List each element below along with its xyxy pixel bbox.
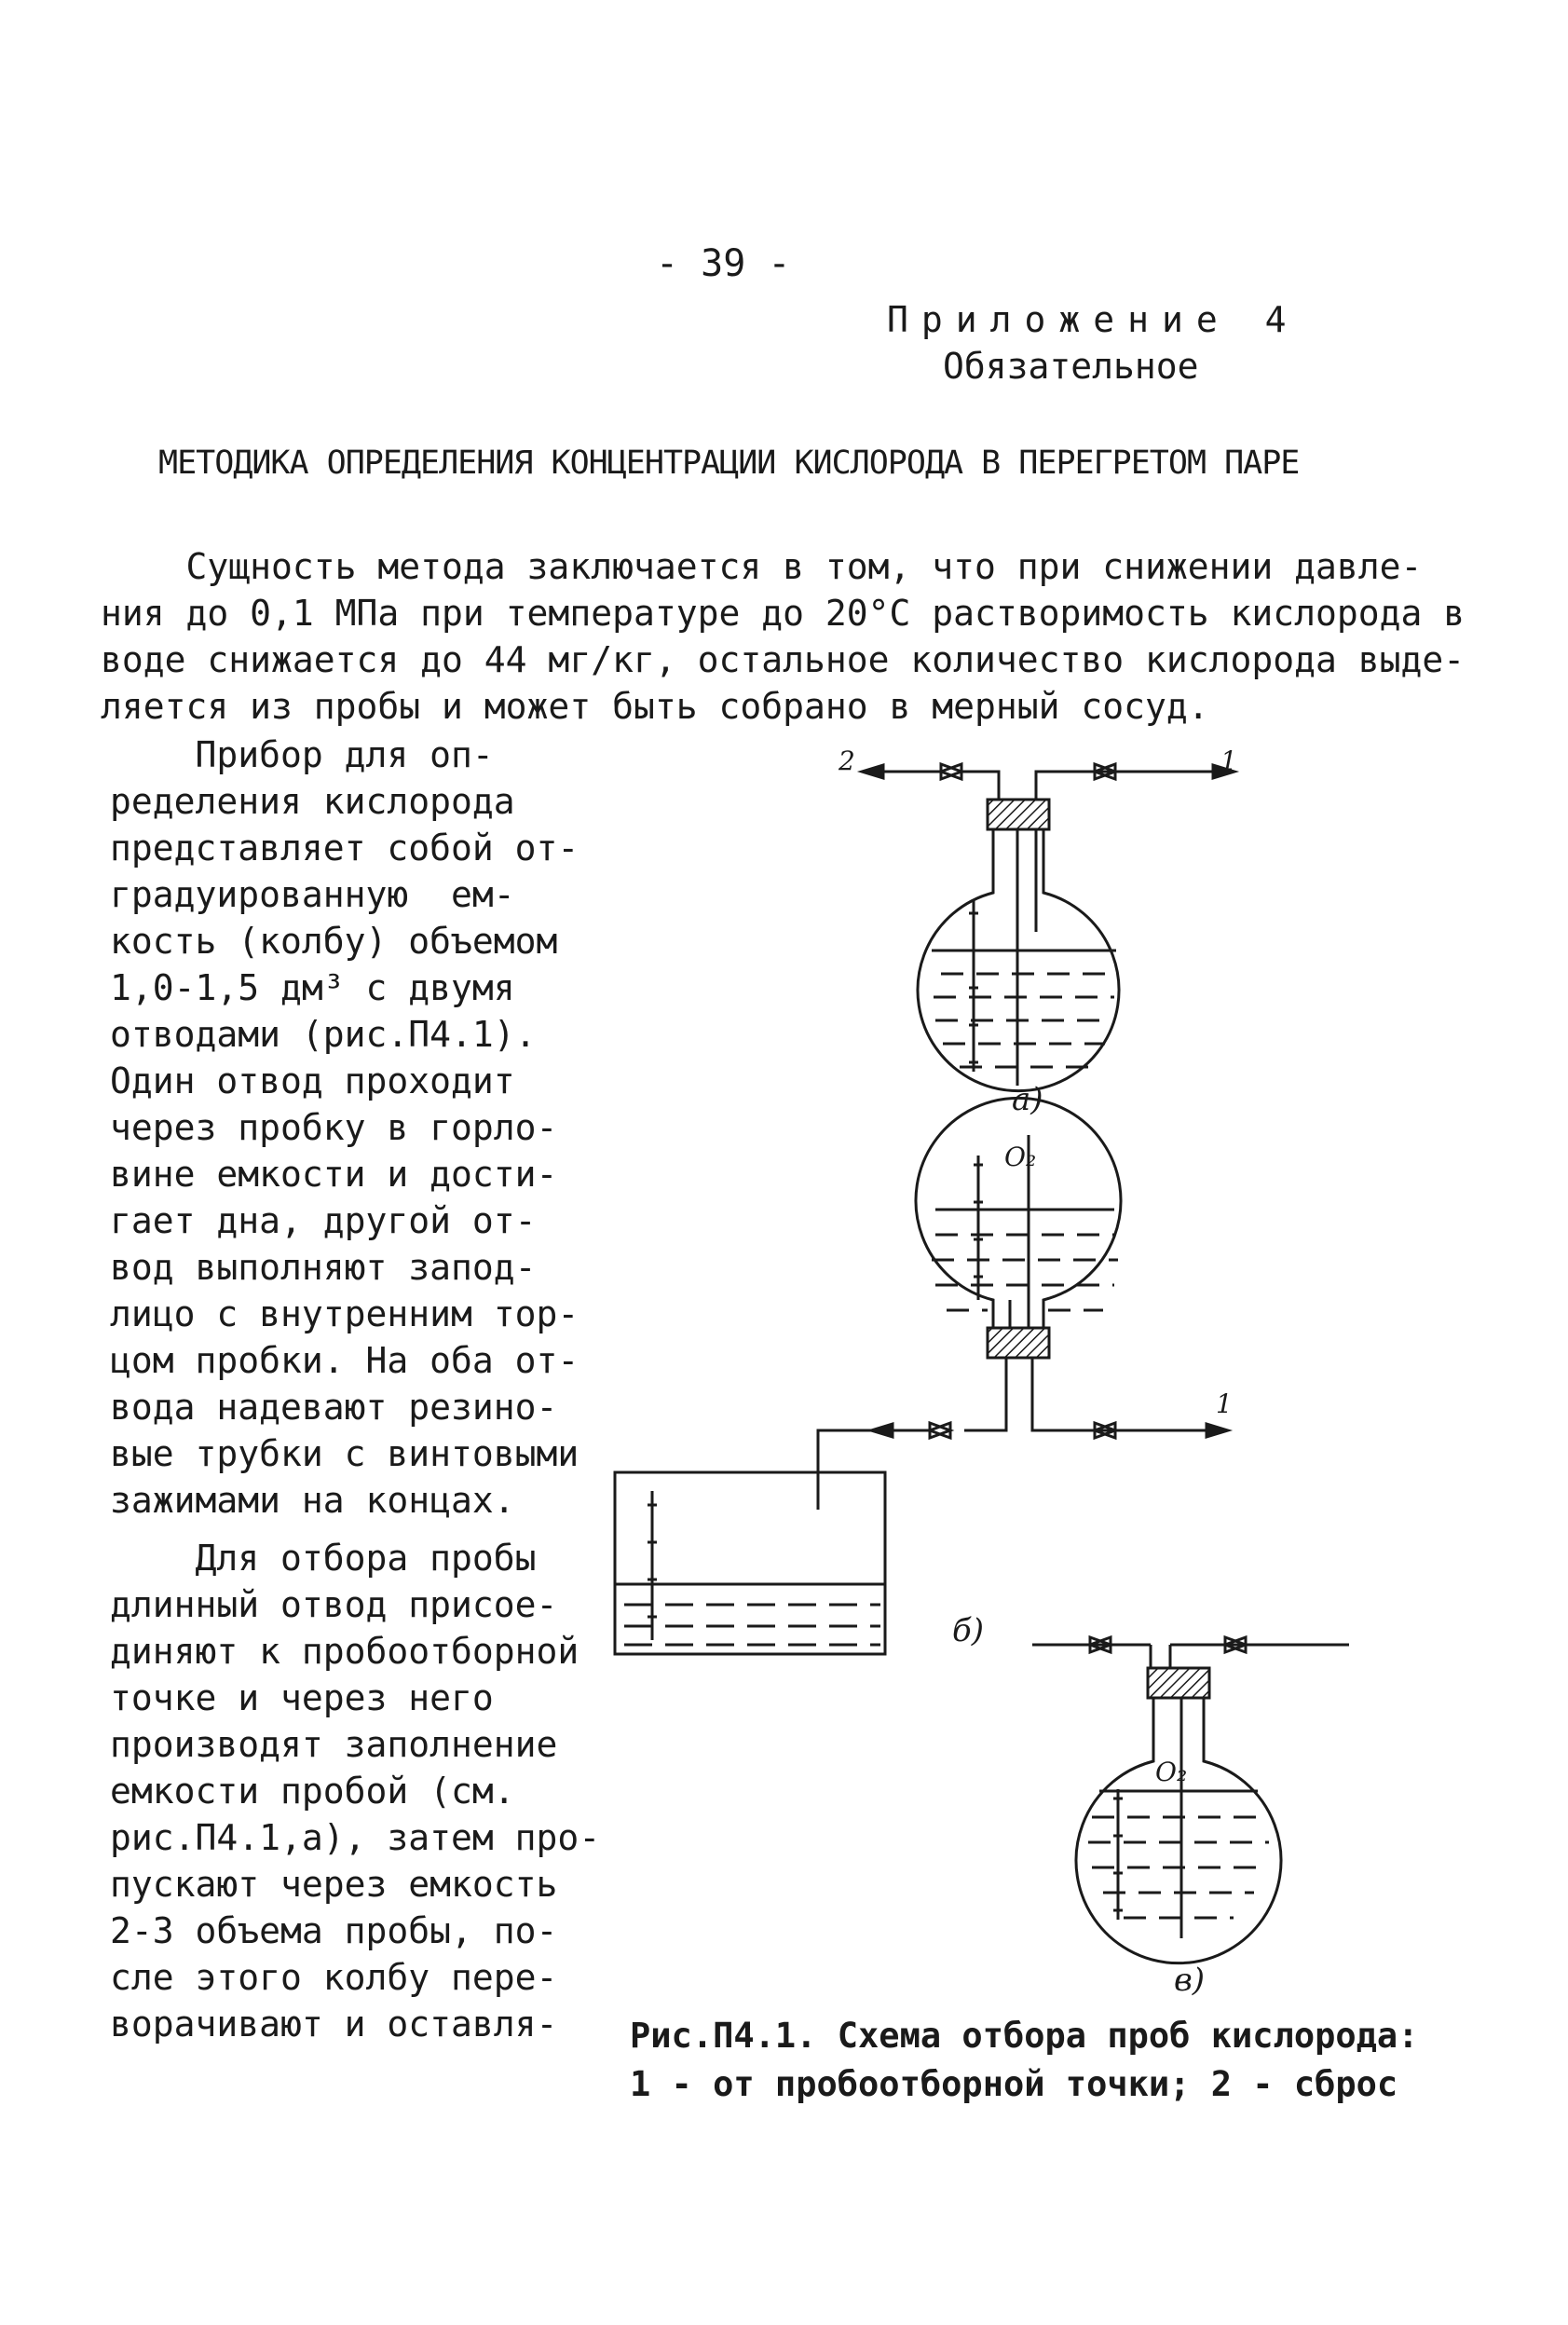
arrow-label-1: 1 — [1216, 1388, 1233, 1419]
page-number: - 39 - — [656, 242, 791, 285]
arrow-icon — [1207, 1424, 1228, 1437]
body-line: сле этого колбу пере- — [110, 1957, 558, 1998]
body-line: диняют к пробоотборной — [110, 1631, 579, 1672]
body-line: отводами (рис.П4.1). — [110, 1014, 537, 1055]
body-line: цом пробки. На оба от- — [110, 1340, 579, 1381]
body-line: гает дна, другой от- — [110, 1200, 537, 1241]
body-line: 1,0-1,5 дм³ с двумя — [110, 967, 515, 1008]
document-title: МЕТОДИКА ОПРЕДЕЛЕНИЯ КОНЦЕНТРАЦИИ КИСЛОРОДА В ПЕРЕГРЕТОМ ПАРЕ — [158, 444, 1300, 482]
body-line: вине емкости и дости- — [110, 1154, 558, 1195]
body-line: точке и через него — [110, 1677, 494, 1718]
o2-label: O₂ — [1004, 1142, 1037, 1172]
body-line: ределения кислорода — [110, 781, 515, 822]
o2-label: O₂ — [1155, 1757, 1188, 1787]
flask-b — [615, 1098, 1228, 1654]
figure-caption-line: Рис.П4.1. Схема отбора проб кислорода: — [630, 2016, 1419, 2056]
appendix-label: Приложение 4 — [887, 299, 1300, 340]
intro-line: Сущность метода заключается в том, что при снижении давле- — [101, 546, 1423, 587]
arrow-label-1: 1 — [1220, 745, 1237, 776]
figure-label-a: а) — [1012, 1081, 1043, 1118]
body-line: зажимами на концах. — [110, 1480, 515, 1521]
body-line: кость (колбу) объемом — [110, 921, 558, 962]
intro-line: ляется из пробы и может быть собрано в мерный сосуд. — [101, 686, 1209, 727]
body-line: ворачивают и оставля- — [110, 2004, 558, 2045]
body-line: рис.П4.1,а), затем про- — [110, 1817, 601, 1858]
body-line: вода надевают резино- — [110, 1387, 558, 1428]
body-line: вые трубки с винтовыми — [110, 1433, 579, 1474]
flask-v — [1032, 1637, 1349, 1963]
body-line: градуированную ем- — [110, 874, 515, 915]
arrow-icon — [862, 765, 883, 778]
body-line: производят заполнение — [110, 1724, 558, 1765]
appendix-type: Обязательное — [943, 346, 1199, 387]
body-line: пускают через емкость — [110, 1864, 558, 1905]
arrow-label-2: 2 — [839, 745, 855, 776]
figure-label-b: б) — [952, 1612, 985, 1649]
body-line: Прибор для оп- — [110, 734, 494, 775]
body-line: емкости пробой (см. — [110, 1771, 515, 1812]
arrow-icon — [871, 1424, 893, 1437]
intro-line: воде снижается до 44 мг/кг, остальное количество кислорода выде- — [101, 639, 1466, 680]
body-line: представляет собой от- — [110, 827, 579, 868]
figure-caption-line: 1 - от пробоотборной точки; 2 - сброс — [630, 2064, 1398, 2104]
body-line: Для отбора пробы — [110, 1538, 537, 1579]
intro-line: ния до 0,1 МПа при температуре до 20°С растворимость кислорода в — [101, 593, 1466, 634]
body-line: длинный отвод присое- — [110, 1584, 558, 1625]
body-line: 2-3 объема пробы, по- — [110, 1910, 558, 1951]
body-line: вод выполняют запод- — [110, 1247, 537, 1288]
body-line: лицо с внутренним тор- — [110, 1293, 579, 1334]
body-line: Один отвод проходит — [110, 1060, 515, 1101]
body-line: через пробку в горло- — [110, 1107, 558, 1148]
flask-a — [862, 764, 1234, 1091]
figure-label-v: в) — [1174, 1962, 1206, 1999]
